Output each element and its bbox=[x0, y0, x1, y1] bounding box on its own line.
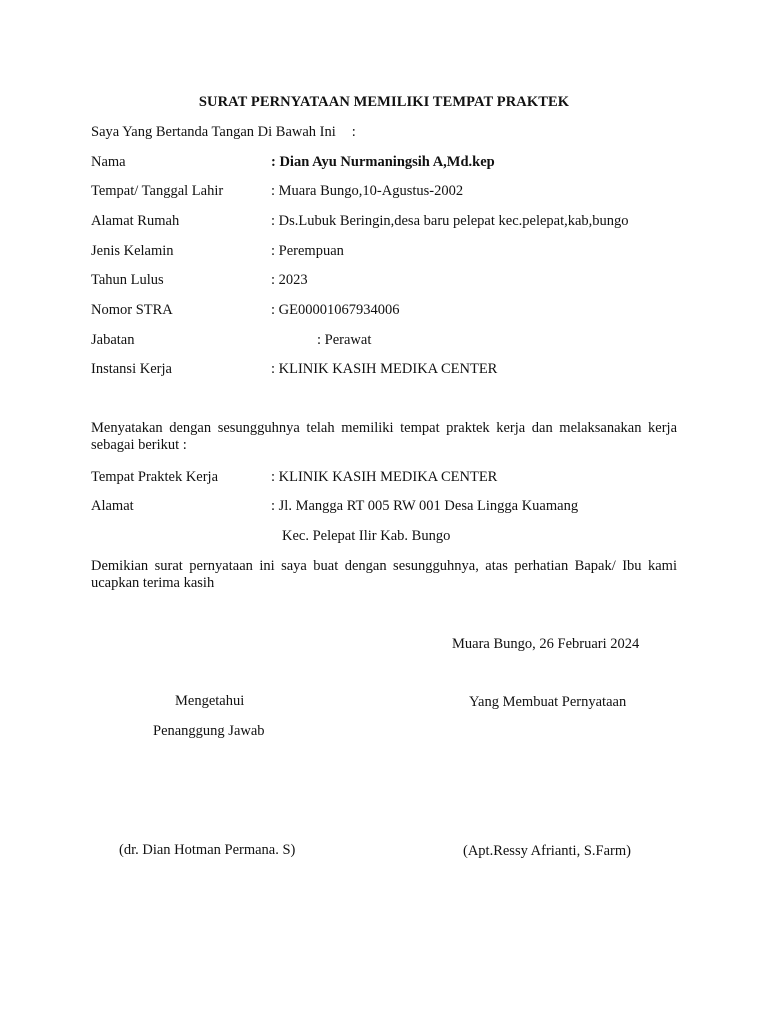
statement-paragraph: Menyatakan dengan sesungguhnya telah memiliki tempat praktek kerja dan melaksanakan kerja sebagai berikut : bbox=[91, 420, 677, 453]
identity-row-gender bbox=[91, 243, 691, 263]
field-label: Alamat Rumah bbox=[91, 213, 180, 229]
practice-row-address bbox=[91, 498, 691, 518]
closing-paragraph: Demikian surat pernyataan ini saya buat dengan sesungguhnya, atas perhatian Bapak/ Ibu kami ucapkan terima kasih bbox=[91, 558, 677, 591]
field-value: : KLINIK KASIH MEDIKA CENTER bbox=[271, 469, 498, 485]
field-value: : Jl. Mangga RT 005 RW 001 Desa Lingga Kuamang bbox=[271, 498, 579, 514]
field-label: Instansi Kerja bbox=[91, 361, 172, 377]
intro-line bbox=[91, 124, 356, 141]
field-label: Jabatan bbox=[91, 332, 135, 348]
signature-right-heading: Yang Membuat Pernyataan bbox=[469, 694, 627, 710]
intro-colon: : bbox=[351, 124, 356, 140]
field-label: Nomor STRA bbox=[91, 302, 173, 318]
field-value: : 2023 bbox=[271, 272, 308, 288]
document-title: SURAT PERNYATAAN MEMILIKI TEMPAT PRAKTEK bbox=[198, 94, 570, 110]
identity-row-position bbox=[91, 332, 691, 352]
field-label: Jenis Kelamin bbox=[91, 243, 174, 259]
field-value: : Ds.Lubuk Beringin,desa baru pelepat kec.pelepat,kab,bungo bbox=[271, 213, 629, 229]
field-label: Tempat/ Tanggal Lahir bbox=[91, 183, 224, 199]
identity-row-graduation bbox=[91, 272, 691, 292]
field-value: : KLINIK KASIH MEDIKA CENTER bbox=[271, 361, 498, 377]
field-value: Kec. Pelepat Ilir Kab. Bungo bbox=[282, 528, 451, 544]
identity-row-stra bbox=[91, 302, 691, 322]
field-value: : GE00001067934006 bbox=[271, 302, 400, 318]
field-label: Alamat bbox=[91, 498, 134, 514]
place-date: Muara Bungo, 26 Februari 2024 bbox=[452, 636, 640, 652]
practice-row-address-line2 bbox=[91, 528, 691, 548]
field-value: : Muara Bungo,10-Agustus-2002 bbox=[271, 183, 464, 199]
signature-right-name: (Apt.Ressy Afrianti, S.Farm) bbox=[463, 843, 631, 859]
signature-left-name: (dr. Dian Hotman Permana. S) bbox=[119, 842, 296, 858]
signature-left-role: Penanggung Jawab bbox=[153, 723, 265, 739]
practice-row-place bbox=[91, 469, 691, 489]
field-value: : Perempuan bbox=[271, 243, 344, 259]
field-label: Nama bbox=[91, 154, 126, 170]
identity-row-birth bbox=[91, 183, 691, 203]
field-label: Tempat Praktek Kerja bbox=[91, 469, 219, 485]
field-value-name: : Dian Ayu Nurmaningsih A,Md.kep bbox=[271, 154, 495, 170]
identity-row-address bbox=[91, 213, 691, 233]
signature-left-heading: Mengetahui bbox=[175, 693, 245, 709]
field-value: : Perawat bbox=[317, 332, 372, 348]
identity-row-name bbox=[91, 154, 691, 174]
intro-text: Saya Yang Bertanda Tangan Di Bawah Ini bbox=[91, 124, 336, 140]
field-label: Tahun Lulus bbox=[91, 272, 164, 288]
identity-row-institution bbox=[91, 361, 691, 381]
